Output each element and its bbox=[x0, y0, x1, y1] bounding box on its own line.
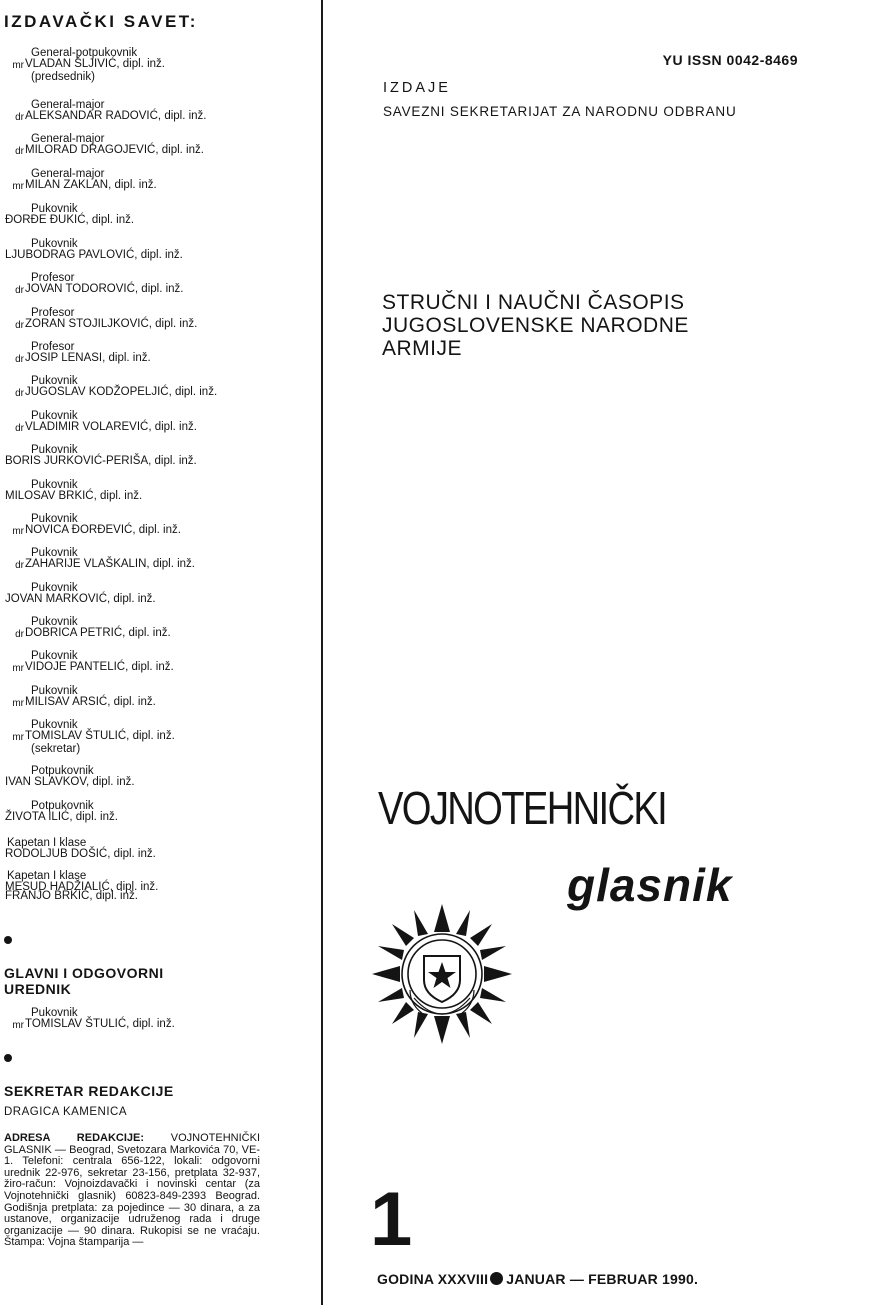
member-degree-prefix: mr bbox=[12, 732, 24, 743]
issue-period: JANUAR — FEBRUAR 1990. bbox=[506, 1271, 699, 1287]
member-degree-prefix: mr bbox=[12, 60, 24, 71]
member-name: JOSIP LENASI, dipl. inž. bbox=[25, 352, 151, 364]
member-name: MILISAV ARSIĆ, dipl. inž. bbox=[25, 696, 156, 708]
editor-name: TOMISLAV ŠTULIĆ, dipl. inž. bbox=[25, 1018, 175, 1030]
board-title: IZDAVAČKI SAVET: bbox=[4, 12, 198, 31]
member-degree-prefix: mr bbox=[12, 181, 24, 192]
member-name: FRANJO BRKIĆ, dipl. inž. bbox=[5, 890, 138, 902]
member-name: JOVAN MARKOVIĆ, dipl. inž. bbox=[5, 593, 156, 605]
member-name: MILORAD DRAGOJEVIĆ, dipl. inž. bbox=[25, 144, 204, 156]
editor-prefix: mr bbox=[12, 1020, 24, 1031]
member-name: LJUBODRAG PAVLOVIĆ, dipl. inž. bbox=[5, 249, 183, 261]
bullet-icon bbox=[490, 1272, 503, 1285]
member-degree-prefix: dr bbox=[15, 423, 24, 434]
member-rank: Profesor bbox=[31, 341, 75, 353]
member-name: NOVICA ĐORĐEVIĆ, dipl. inž. bbox=[25, 524, 181, 536]
member-degree-prefix: dr bbox=[15, 629, 24, 640]
member-degree-prefix: mr bbox=[12, 526, 24, 537]
member-name: JUGOSLAV KODŽOPELJIĆ, dipl. inž. bbox=[25, 386, 218, 398]
member-rank: Profesor bbox=[31, 272, 75, 284]
member-name: ZAHARIJE VLAŠKALIN, dipl. inž. bbox=[25, 558, 196, 570]
masthead-subtitle: glasnik bbox=[567, 859, 733, 911]
member-name: VIDOJE PANTELIĆ, dipl. inž. bbox=[25, 661, 174, 673]
member-rank: Potpukovnik bbox=[31, 800, 94, 812]
masthead-title: VOJNOTEHNIČKI bbox=[378, 782, 667, 834]
member-role-note: (sekretar) bbox=[31, 743, 81, 755]
member-name: MILAN ZAKLAN, dipl. inž. bbox=[25, 179, 157, 191]
issue-number: 1 bbox=[370, 1177, 413, 1262]
member-rank: Pukovnik bbox=[31, 444, 78, 456]
member-rank: Pukovnik bbox=[31, 513, 78, 525]
member-degree-prefix: dr bbox=[15, 112, 24, 123]
member-name: BORIS JURKOVIĆ-PERIŠA, dipl. inž. bbox=[5, 455, 197, 467]
member-rank: General-major bbox=[31, 99, 105, 111]
column-divider bbox=[321, 0, 323, 1305]
member-rank: Pukovnik bbox=[31, 685, 78, 697]
editor-heading: GLAVNI I ODGOVORNI UREDNIK bbox=[4, 965, 164, 997]
member-rank: Pukovnik bbox=[31, 375, 78, 387]
bullet-icon bbox=[4, 936, 12, 944]
member-rank: Potpukovnik bbox=[31, 765, 94, 777]
member-rank: Pukovnik bbox=[31, 203, 78, 215]
army-emblem-icon bbox=[370, 902, 514, 1046]
member-name: JOVAN TODOROVIĆ, dipl. inž. bbox=[25, 283, 184, 295]
member-rank: General-major bbox=[31, 168, 105, 180]
member-name: MILOSAV BRKIĆ, dipl. inž. bbox=[5, 490, 143, 502]
year-label: GODINA XXXVIII bbox=[377, 1271, 489, 1287]
editor-rank: Pukovnik bbox=[31, 1007, 78, 1019]
member-rank: General-potpukovnik bbox=[31, 47, 138, 59]
member-name: RODOLJUB DOŠIĆ, dipl. inž. bbox=[5, 848, 156, 860]
issue-footer bbox=[377, 1271, 698, 1287]
member-degree-prefix: mr bbox=[12, 663, 24, 674]
member-name: MESUD HADŽIALIĆ, dipl. inž. bbox=[5, 881, 159, 893]
member-rank: Pukovnik bbox=[31, 547, 78, 559]
member-rank: Pukovnik bbox=[31, 650, 78, 662]
publisher-name: SAVEZNI SEKRETARIJAT ZA NARODNU ODBRANU bbox=[383, 104, 737, 119]
member-name: DOBRICA PETRIĆ, dipl. inž. bbox=[25, 627, 171, 639]
address-block bbox=[4, 1133, 260, 1249]
member-role-note: (predsednik) bbox=[31, 71, 95, 83]
member-name: ZORAN STOJILJKOVIĆ, dipl. inž. bbox=[25, 318, 198, 330]
member-degree-prefix: mr bbox=[12, 698, 24, 709]
member-rank: Pukovnik bbox=[31, 616, 78, 628]
member-degree-prefix: dr bbox=[15, 354, 24, 365]
member-rank: Pukovnik bbox=[31, 719, 78, 731]
member-rank: Kapetan I klase bbox=[7, 870, 87, 882]
publisher-label: IZDAJE bbox=[383, 80, 451, 96]
member-rank: Pukovnik bbox=[31, 479, 78, 491]
member-rank: Kapetan I klase bbox=[7, 837, 87, 849]
issn-code: YU ISSN 0042-8469 bbox=[662, 52, 798, 68]
member-name: ŽIVOTA ILIĆ, dipl. inž. bbox=[5, 811, 118, 823]
address-text: VOJNOTEHNIČKI GLASNIK — Beograd, Svetozara Markovića 70, VE-1. Telefoni: centrala 656-122, lokali: odgovorni urednik 22-976, sekretar 23-156, pretplata 32-937, žiro-račun: Vojnoizdavački i novinski centar (za Vojnotehnički glasnik) 60823-849-2393 Beograd. Godišnja pretplata: za pojedince — 30 dinara, a za ustanove, organizacije udruženog rada i druge organizacije — 90 dinara. Rukopisi se ne vraćaju. Štampa: Vojna štamparija — bbox=[4, 1132, 260, 1249]
member-degree-prefix: dr bbox=[15, 146, 24, 157]
member-rank: Pukovnik bbox=[31, 410, 78, 422]
member-name: TOMISLAV ŠTULIĆ, dipl. inž. bbox=[25, 730, 175, 742]
journal-subtitle: STRUČNI I NAUČNI ČASOPIS JUGOSLOVENSKE NARODNE ARMIJE bbox=[382, 291, 689, 360]
member-degree-prefix: dr bbox=[15, 285, 24, 296]
member-rank: Profesor bbox=[31, 307, 75, 319]
member-degree-prefix: dr bbox=[15, 320, 24, 331]
bullet-icon bbox=[4, 1054, 12, 1062]
member-name: VLADAN ŠLJIVIĆ, dipl. inž. bbox=[25, 58, 165, 70]
member-name: ĐORĐE ĐUKIĆ, dipl. inž. bbox=[5, 214, 135, 226]
member-name: ALEKSANDAR RADOVIĆ, dipl. inž. bbox=[25, 110, 207, 122]
address-label: ADRESA REDAKCIJE: bbox=[4, 1132, 145, 1144]
member-rank: Pukovnik bbox=[31, 238, 78, 250]
member-name: IVAN SLAVKOV, dipl. inž. bbox=[5, 776, 135, 788]
member-rank: General-major bbox=[31, 133, 105, 145]
member-name: VLADIMIR VOLAREVIĆ, dipl. inž. bbox=[25, 421, 197, 433]
member-degree-prefix: dr bbox=[15, 388, 24, 399]
secretary-heading: SEKRETAR REDAKCIJE bbox=[4, 1083, 174, 1099]
secretary-name: DRAGICA KAMENICA bbox=[4, 1106, 128, 1118]
member-rank: Pukovnik bbox=[31, 582, 78, 594]
member-degree-prefix: dr bbox=[15, 560, 24, 571]
